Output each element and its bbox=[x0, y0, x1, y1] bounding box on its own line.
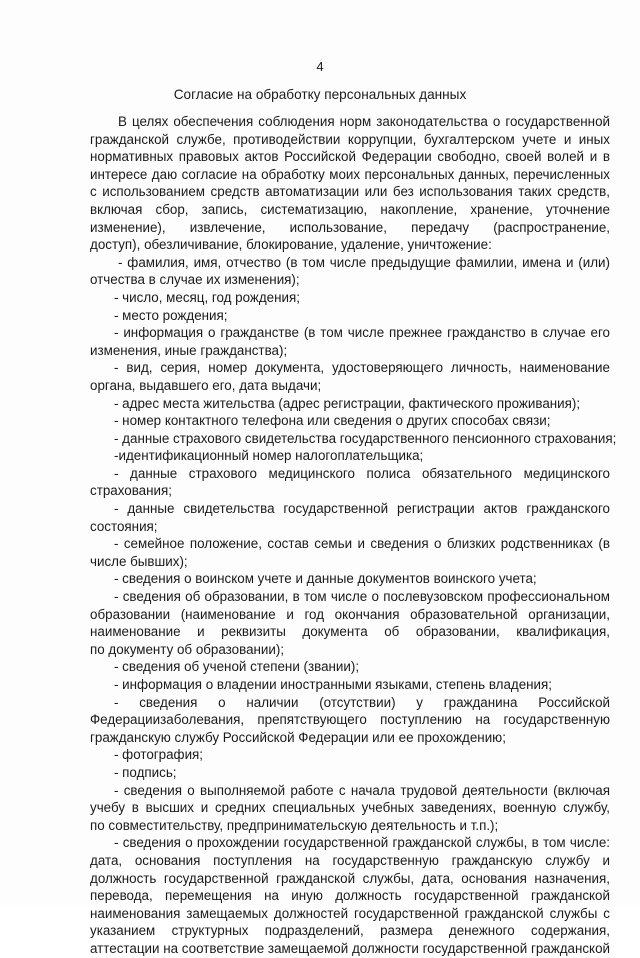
text-line: числе бывших); bbox=[90, 553, 188, 569]
text-line: - сведения об ученой степени (звании); bbox=[114, 659, 360, 675]
text-line: - место рождения; bbox=[114, 307, 228, 323]
text-line: наименование и реквизиты документа об образовании, квалификация, bbox=[90, 624, 610, 640]
text-line: интересе даю согласие на обработку моих персональных данных, перечисленных bbox=[90, 166, 610, 182]
text-line: отчества в случае их изменения); bbox=[90, 272, 300, 288]
text-line: - фамилия, имя, отчество (в том числе предыдущие фамилии, имена и (или) bbox=[118, 254, 610, 270]
text-line: учебу в высших и средних специальных учебных заведениях, военную службу, bbox=[90, 800, 610, 816]
text-line: доступ), обезличивание, блокирование, удаление, уничтожение: bbox=[90, 237, 492, 253]
text-line: изменения, иные гражданства); bbox=[90, 342, 288, 358]
text-line: - сведения о прохождении государственной гражданской службы, в том числе: bbox=[114, 835, 610, 851]
page-number: 4 bbox=[316, 59, 324, 74]
text-line: дата, основания поступления на государственную гражданскую службу и bbox=[90, 852, 610, 868]
text-line: - данные свидетельства государственной регистрации актов гражданского bbox=[114, 501, 610, 517]
text-line: - информация о гражданстве (в том числе прежнее гражданство в случае его bbox=[114, 325, 610, 341]
text-line: страхования; bbox=[90, 483, 172, 499]
text-line: -идентификационный номер налогоплательщика; bbox=[114, 448, 424, 464]
text-line: с использованием средств автоматизации или без использования таких средств, bbox=[90, 184, 610, 200]
text-line: В целях обеспечения соблюдения норм законодательства о государственной bbox=[118, 114, 610, 129]
text-line: - номер контактного телефона или сведения о других способах связи; bbox=[114, 413, 551, 429]
text-line: по документу об образовании); bbox=[90, 641, 285, 657]
text-line: образовании (наименование и год окончания образовательной организации, bbox=[90, 606, 610, 622]
text-line: - вид, серия, номер документа, удостоверяющего личность, наименование bbox=[114, 360, 610, 376]
text-line: наименования замещаемых должностей государственной гражданской службы с bbox=[90, 905, 610, 921]
text-line: изменение), извлечение, использование, передачу (распространение, bbox=[90, 219, 610, 235]
document-title: Согласие на обработку персональных данных bbox=[173, 87, 467, 102]
text-line: - сведения о наличии (отсутствии) у гражданина Российской bbox=[114, 694, 610, 710]
text-line: органа, выдавшего его, дата выдачи; bbox=[90, 377, 322, 393]
text-line: включая сбор, запись, систематизацию, накопление, хранение, уточнение bbox=[90, 201, 610, 217]
text-line: гражданской службе, противодействии коррупции, бухгалтерском учете и иных bbox=[90, 131, 610, 147]
text-line: нормативных правовых актов Российской Федерации свободно, своей волей и в bbox=[90, 149, 610, 165]
text-line: - сведения об образовании, в том числе о послевузовском профессиональном bbox=[114, 589, 610, 605]
text-line: - сведения о воинском учете и данные документов воинского учета; bbox=[114, 571, 537, 587]
text-line: - данные страхового медицинского полиса обязательного медицинского bbox=[114, 465, 610, 481]
text-line: - данные страхового свидетельства государственного пенсионного страхования; bbox=[114, 430, 617, 446]
text-line: - подпись; bbox=[114, 764, 177, 780]
text-line: состояния; bbox=[90, 518, 158, 534]
text-line: - число, месяц, год рождения; bbox=[114, 289, 300, 305]
text-line: должность государственной гражданской службы, дата, основания назначения, bbox=[90, 870, 610, 886]
text-line: - фотография; bbox=[114, 747, 204, 763]
text-line: Федерациизаболевания, препятствующего поступлению на государственную bbox=[90, 712, 610, 728]
text-line: - сведения о выполняемой работе с начала трудовой деятельности (включая bbox=[114, 782, 610, 798]
text-line: по совместительству, предпринимательскую деятельность и т.п.); bbox=[90, 817, 499, 833]
text-line: гражданскую службу Российской Федерации или ее прохождению; bbox=[90, 729, 506, 745]
text-line: перевода, перемещения на иную должность государственной гражданской bbox=[90, 888, 610, 904]
text-line: - информация о владении иностранными языками, степень владения; bbox=[114, 677, 553, 692]
text-line: аттестации на соответствие замещаемой должности государственной гражданской bbox=[90, 940, 610, 956]
document-body bbox=[90, 113, 617, 958]
text-line: - адрес места жительства (адрес регистрации, фактического проживания); bbox=[114, 395, 581, 411]
text-line: - семейное положение, состав семьи и сведения о близких родственниках (в bbox=[114, 536, 610, 552]
text-line: указанием структурных подразделений, размера денежного содержания, bbox=[90, 923, 610, 939]
